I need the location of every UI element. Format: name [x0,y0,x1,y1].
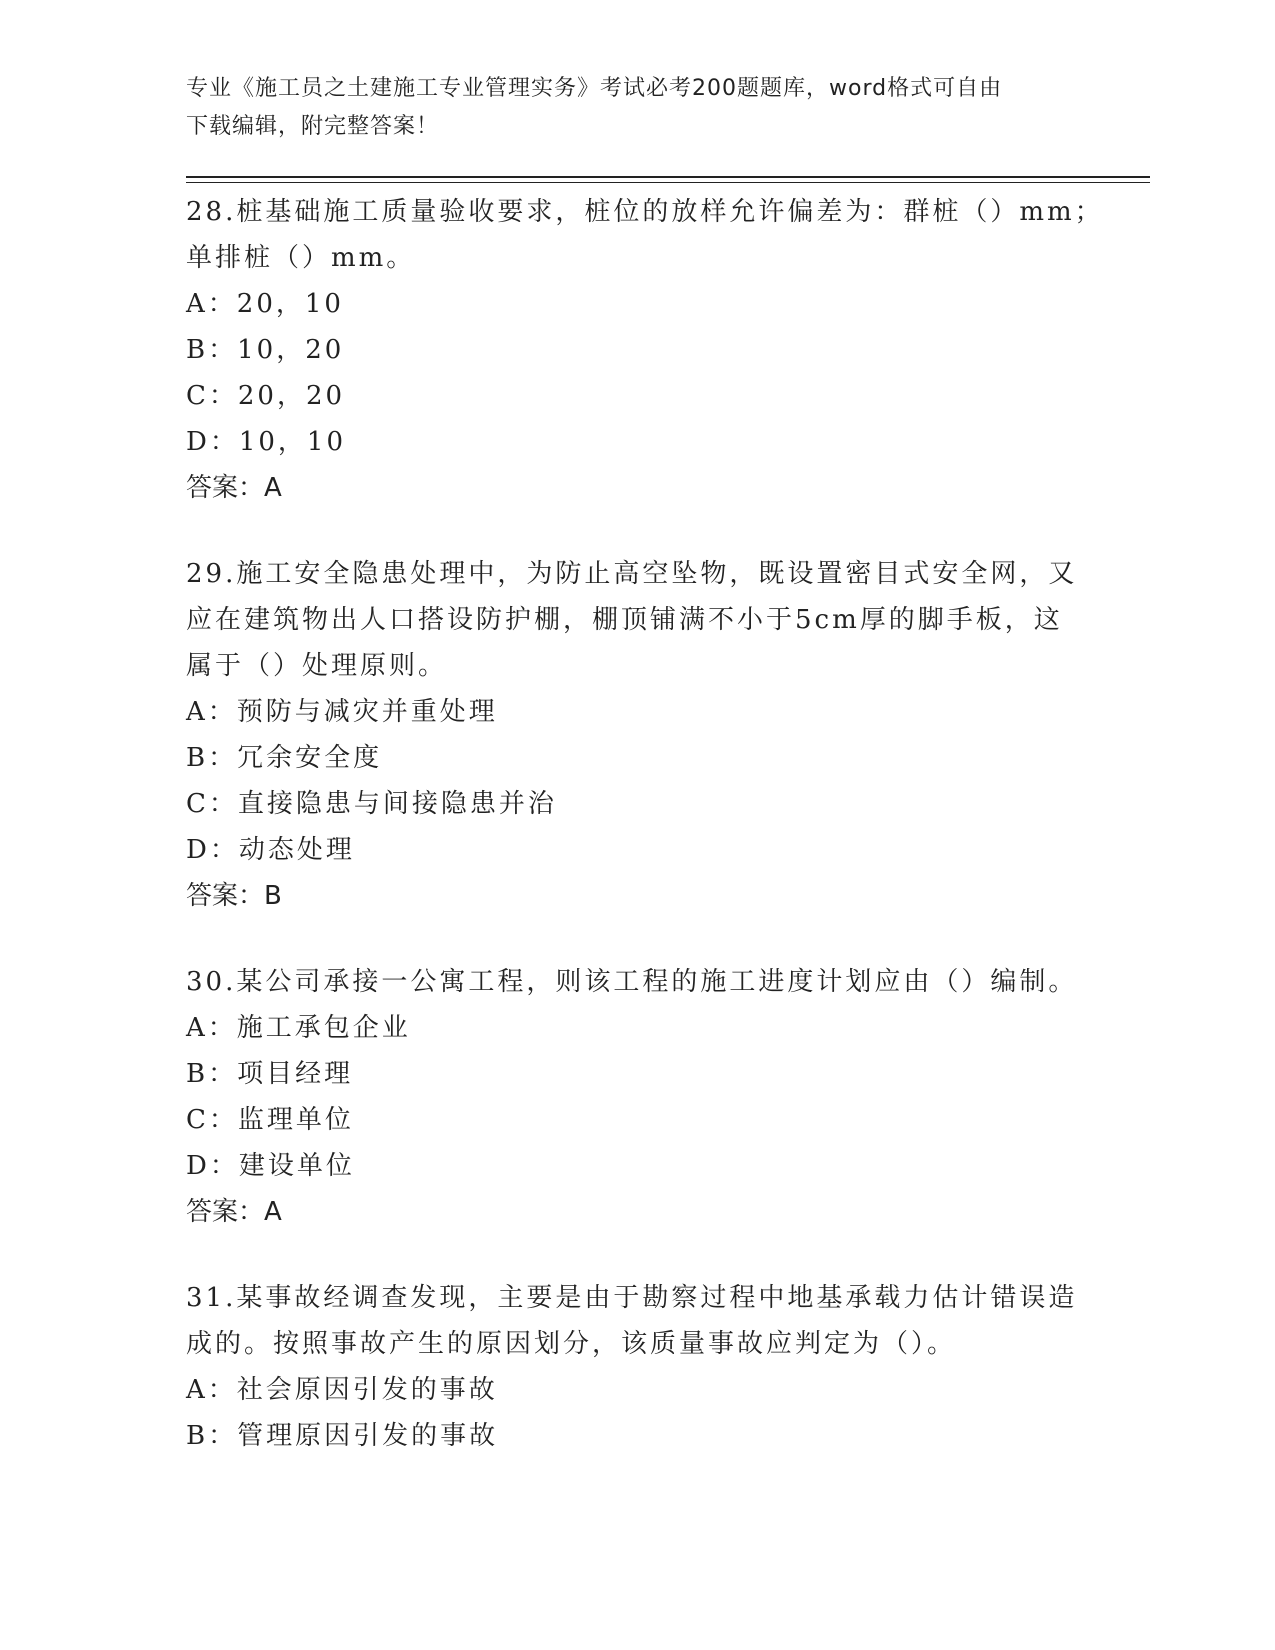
question-stem: 成的。按照事故产生的原因划分，该质量事故应判定为（）。 [186,1329,957,1359]
answer: 答案：A [186,1197,282,1227]
question-stem: 29.施工安全隐患处理中，为防止高空坠物，既设置密目式安全网，又 [186,559,1078,589]
option-a: A：社会原因引发的事故 [186,1375,498,1405]
answer: 答案：B [186,881,282,911]
question-30 [186,959,1086,1235]
option-c: C：直接隐患与间接隐患并治 [186,789,557,819]
option-d: D：10，10 [186,427,347,457]
option-c: C：20，20 [186,381,346,411]
option-b: B：管理原因引发的事故 [186,1421,499,1451]
option-a: A：预防与减灾并重处理 [186,697,498,727]
option-a: A：20，10 [186,289,344,319]
question-list [186,189,1104,1485]
header-divider-thin [186,182,1150,183]
option-b: B：项目经理 [186,1059,354,1089]
question-stem: 应在建筑物出人口搭设防护棚，棚顶铺满不小于5cm厚的脚手板，这 [186,605,1063,635]
question-stem: 属于（）处理原则。 [186,651,448,681]
question-31 [186,1275,1086,1459]
option-b: B：冗余安全度 [186,743,383,773]
option-a: A：施工承包企业 [186,1013,411,1043]
header-line-2: 下载编辑，附完整答案！ [186,114,440,139]
question-stem: 单排桩（）mm。 [186,243,416,273]
question-28 [186,189,1104,511]
question-stem: 30.某公司承接一公寓工程，则该工程的施工进度计划应由（）编制。 [186,967,1078,997]
option-d: D：动态处理 [186,835,355,865]
document-header [186,70,1086,146]
question-stem: 31.某事故经调查发现，主要是由于勘察过程中地基承载力估计错误造 [186,1283,1078,1313]
question-stem: 28.桩基础施工质量验收要求，桩位的放样允许偏差为：群桩（）mm； [186,197,1104,227]
option-b: B：10，20 [186,335,345,365]
answer: 答案：A [186,473,282,503]
header-line-1: 专业《施工员之土建施工专业管理实务》考试必考200题题库，word格式可自由 [186,76,1003,101]
header-divider-thick [186,176,1150,178]
option-c: C：监理单位 [186,1105,354,1135]
option-d: D：建设单位 [186,1151,355,1181]
question-29 [186,551,1086,919]
